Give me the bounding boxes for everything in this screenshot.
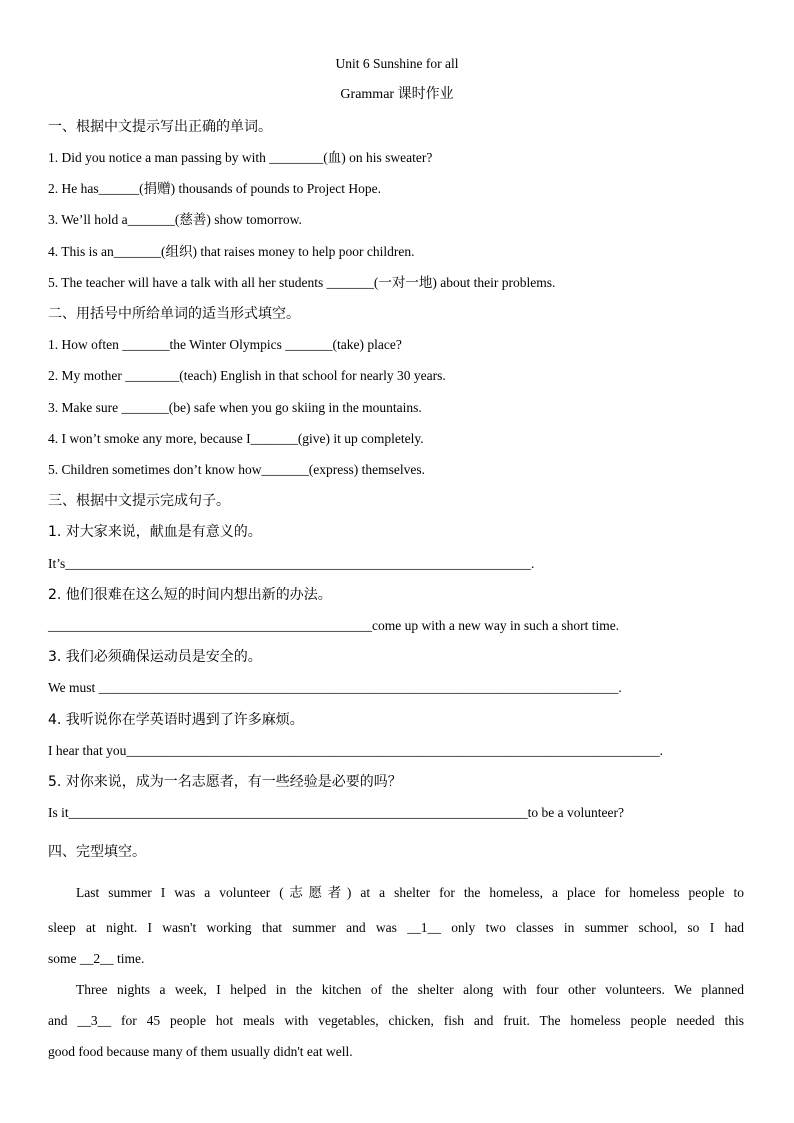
cloze-paragraph-1-line-1: Last summer I was a volunteer (志愿者) at a shelter for the homeless, a place for homeless people to [76, 885, 744, 900]
section-3-item-1-chinese: 1. 对大家来说，献血是有意义的。 [48, 524, 262, 540]
section-1-item-5: 5. The teacher will have a talk with all her students _______(一对一地) about their problems. [48, 275, 556, 290]
section-3-item-3-chinese: 3. 我们必须确保运动员是安全的。 [48, 649, 262, 665]
document-title: Unit 6 Sunshine for all [335, 56, 459, 71]
section-2-heading: 二、用括号中所给单词的适当形式填空。 [48, 306, 300, 322]
cloze-paragraph-1-line-3: some __2__ time. [48, 951, 145, 966]
section-2-item-2: 2. My mother ________(teach) English in that school for nearly 30 years. [48, 368, 446, 383]
section-1-item-3: 3. We’ll hold a_______(慈善) show tomorrow. [48, 212, 302, 227]
section-3-item-3-answer-line: We must _____________________________________________________________________________. [48, 680, 622, 695]
section-1-item-1: 1. Did you notice a man passing by with ________(血) on his sweater? [48, 150, 433, 165]
section-2-item-3: 3. Make sure _______(be) safe when you go skiing in the mountains. [48, 400, 422, 415]
section-1-heading: 一、根据中文提示写出正确的单词。 [48, 119, 272, 135]
cloze-paragraph-2-line-1: Three nights a week, I helped in the kitchen of the shelter along with four other volunteers. We planned [76, 982, 744, 997]
section-3-item-1-answer-line: It’s_____________________________________________________________________. [48, 556, 535, 571]
section-2-item-5: 5. Children sometimes don’t know how_______(express) themselves. [48, 462, 425, 477]
cloze-paragraph-2-line-2: and __3__ for 45 people hot meals with vegetables, chicken, fish and fruit. The homeless people needed this [48, 1013, 744, 1028]
section-3-item-2-chinese: 2. 他们很难在这么短的时间内想出新的办法。 [48, 587, 332, 603]
section-2-item-1: 1. How often _______the Winter Olympics _______(take) place? [48, 337, 402, 352]
cloze-paragraph-1-line-2: sleep at night. I wasn't working that summer and was __1__ only two classes in summer school, so I had [48, 920, 744, 935]
document-subtitle: Grammar 课时作业 [340, 87, 454, 102]
section-1-item-2: 2. He has______(捐赠) thousands of pounds to Project Hope. [48, 181, 381, 196]
section-3-item-5-chinese: 5. 对你来说，成为一名志愿者，有一些经验是必要的吗？ [48, 774, 402, 790]
cloze-paragraph-2-line-3: good food because many of them usually didn't eat well. [48, 1044, 353, 1059]
section-3-item-2-answer-line: ________________________________________________come up with a new way in such a short time. [48, 618, 620, 633]
section-3-item-4-chinese: 4. 我听说你在学英语时遇到了许多麻烦。 [48, 712, 304, 728]
section-3-item-5-answer-line: Is it____________________________________________________________________to be a volunteer? [48, 805, 624, 820]
section-2-item-4: 4. I won’t smoke any more, because I_______(give) it up completely. [48, 431, 424, 446]
section-1-item-4: 4. This is an_______(组织) that raises money to help poor children. [48, 244, 415, 259]
section-4-heading: 四、完型填空。 [48, 844, 146, 860]
section-3-item-4-answer-line: I hear that you_______________________________________________________________________________. [48, 743, 663, 758]
section-3-heading: 三、根据中文提示完成句子。 [48, 493, 230, 509]
